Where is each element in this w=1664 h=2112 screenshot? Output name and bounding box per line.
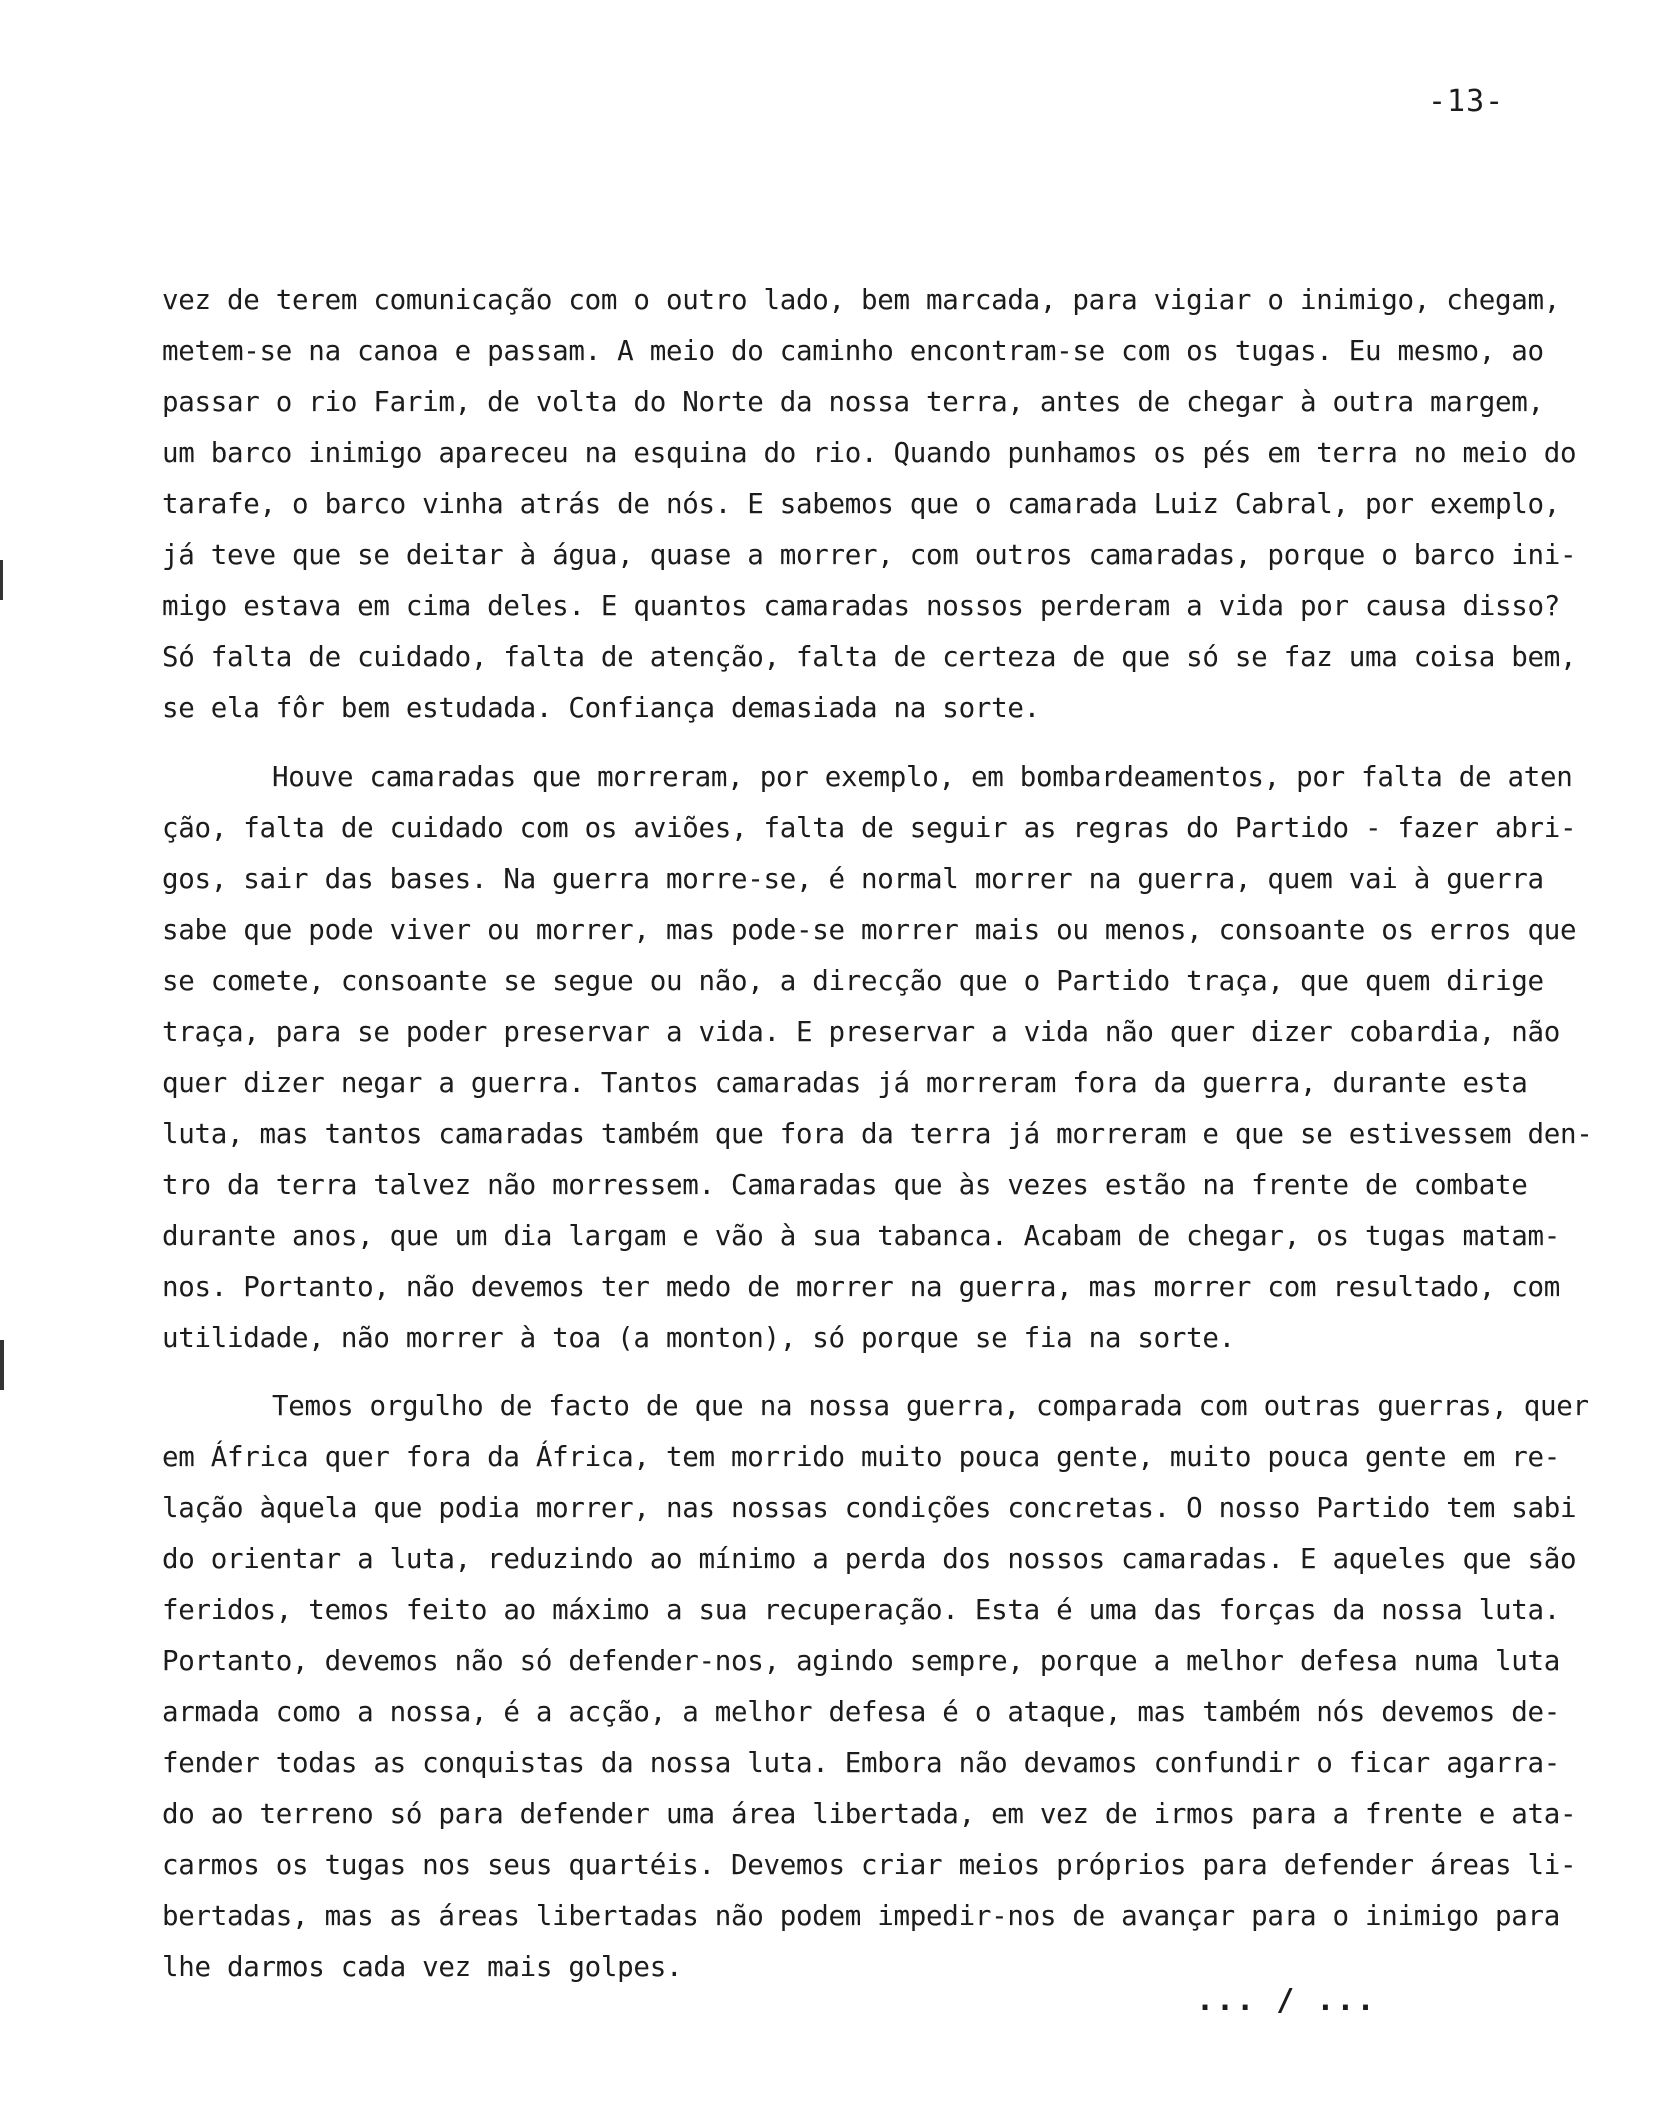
- continuation-mark: ... / ...: [1196, 1983, 1377, 2018]
- text-line: já teve que se deitar à água, quase a morrer, com outros camaradas, porque o barco ini-: [162, 539, 1577, 571]
- text-line: carmos os tugas nos seus quartéis. Devemos criar meios próprios para defender áreas li-: [162, 1849, 1577, 1881]
- text-line: em África quer fora da África, tem morrido muito pouca gente, muito pouca gente em re-: [162, 1441, 1561, 1473]
- binding-edge-mark: [0, 1340, 4, 1390]
- text-line: luta, mas tantos camaradas também que fora da terra já morreram e que se estivessem den-: [162, 1118, 1593, 1150]
- text-line: ção, falta de cuidado com os aviões, falta de seguir as regras do Partido - fazer abri-: [162, 812, 1577, 844]
- text-line: utilidade, não morrer à toa (a monton), só porque se fia na sorte.: [162, 1322, 1235, 1354]
- text-line: tro da terra talvez não morressem. Camaradas que às vezes estão na frente de combate: [162, 1169, 1528, 1201]
- text-line: se ela fôr bem estudada. Confiança demasiada na sorte.: [162, 692, 1040, 724]
- text-line: gos, sair das bases. Na guerra morre-se, é normal morrer na guerra, quem vai à guerra: [162, 863, 1544, 895]
- text-line: vez de terem comunicação com o outro lado, bem marcada, para vigiar o inimigo, chegam,: [162, 284, 1561, 316]
- text-line: nos. Portanto, não devemos ter medo de morrer na guerra, mas morrer com resultado, com: [162, 1271, 1561, 1303]
- text-line: Temos orgulho de facto de que na nossa guerra, comparada com outras guerras, quer: [272, 1390, 1589, 1422]
- text-line: durante anos, que um dia largam e vão à sua tabanca. Acabam de chegar, os tugas matam-: [162, 1220, 1561, 1252]
- text-line: do orientar a luta, reduzindo ao mínimo a perda dos nossos camaradas. E aqueles que são: [162, 1543, 1577, 1575]
- text-line: um barco inimigo apareceu na esquina do rio. Quando punhamos os pés em terra no meio do: [162, 437, 1577, 469]
- paragraph-3: [162, 1381, 1589, 1993]
- binding-edge-mark: [0, 560, 3, 600]
- text-line: bertadas, mas as áreas libertadas não podem impedir-nos de avançar para o inimigo para: [162, 1900, 1561, 1932]
- text-line: sabe que pode viver ou morrer, mas pode-se morrer mais ou menos, consoante os erros que: [162, 914, 1577, 946]
- page-number: -13-: [1428, 84, 1505, 119]
- text-line: do ao terreno só para defender uma área libertada, em vez de irmos para a frente e ata-: [162, 1798, 1577, 1830]
- paragraph-2: [162, 752, 1593, 1364]
- text-line: se comete, consoante se segue ou não, a direcção que o Partido traça, que quem dirige: [162, 965, 1544, 997]
- text-line: tarafe, o barco vinha atrás de nós. E sabemos que o camarada Luiz Cabral, por exemplo,: [162, 488, 1561, 520]
- text-line: Só falta de cuidado, falta de atenção, falta de certeza de que só se faz uma coisa bem,: [162, 641, 1577, 673]
- paragraph-1: [162, 275, 1577, 734]
- text-line: lhe darmos cada vez mais golpes.: [162, 1951, 683, 1983]
- text-line: metem-se na canoa e passam. A meio do caminho encontram-se com os tugas. Eu mesmo, ao: [162, 335, 1544, 367]
- text-line: lação àquela que podia morrer, nas nossas condições concretas. O nosso Partido tem sabi: [162, 1492, 1577, 1524]
- text-line: migo estava em cima deles. E quantos camaradas nossos perderam a vida por causa disso?: [162, 590, 1561, 622]
- text-line: quer dizer negar a guerra. Tantos camaradas já morreram fora da guerra, durante esta: [162, 1067, 1528, 1099]
- text-line: passar o rio Farim, de volta do Norte da nossa terra, antes de chegar à outra margem,: [162, 386, 1544, 418]
- text-line: feridos, temos feito ao máximo a sua recuperação. Esta é uma das forças da nossa luta.: [162, 1594, 1561, 1626]
- text-line: fender todas as conquistas da nossa luta. Embora não devamos confundir o ficar agarra-: [162, 1747, 1561, 1779]
- text-line: traça, para se poder preservar a vida. E preservar a vida não quer dizer cobardia, não: [162, 1016, 1561, 1048]
- text-line: Houve camaradas que morreram, por exemplo, em bombardeamentos, por falta de aten: [272, 761, 1573, 793]
- text-line: Portanto, devemos não só defender-nos, agindo sempre, porque a melhor defesa numa luta: [162, 1645, 1561, 1677]
- text-line: armada como a nossa, é a acção, a melhor defesa é o ataque, mas também nós devemos de-: [162, 1696, 1561, 1728]
